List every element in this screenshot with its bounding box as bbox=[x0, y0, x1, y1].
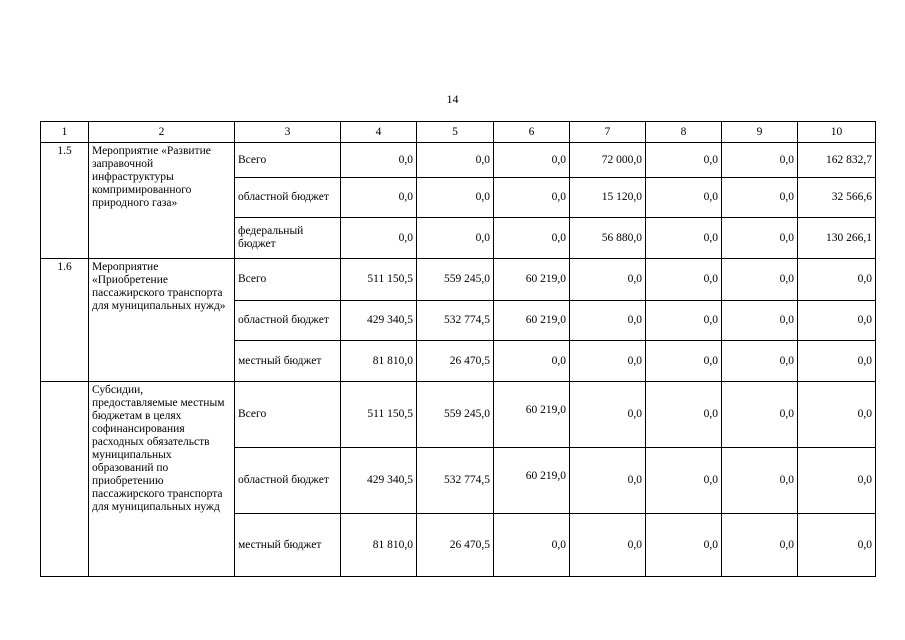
value-cell: 0,0 bbox=[341, 178, 417, 218]
value-cell: 81 810,0 bbox=[341, 341, 417, 382]
value-cell: 56 880,0 bbox=[570, 218, 646, 259]
row-name: Мероприятие «Приобретение пассажирского транспорта для муниципальных нужд» bbox=[89, 259, 235, 382]
row-name: Субсидии, предоставляемые местным бюджетам в целях софинансирования расходных обязательств муниципальных образований по приобретению пассажирского транспорта для муниципальных нужд bbox=[89, 382, 235, 577]
value-cell: 0,0 bbox=[798, 382, 876, 448]
value-cell: 0,0 bbox=[570, 341, 646, 382]
value-cell: 0,0 bbox=[722, 143, 798, 178]
value-cell: 0,0 bbox=[417, 143, 494, 178]
value-cell: 429 340,5 bbox=[341, 301, 417, 341]
header-cell: 2 bbox=[89, 122, 235, 143]
value-cell: 0,0 bbox=[646, 301, 722, 341]
value-cell: 0,0 bbox=[646, 514, 722, 577]
value-cell: 0,0 bbox=[722, 382, 798, 448]
value-cell: 0,0 bbox=[722, 301, 798, 341]
row-id: 1.6 bbox=[41, 259, 89, 382]
value-cell: 511 150,5 bbox=[341, 259, 417, 301]
value-cell: 0,0 bbox=[341, 143, 417, 178]
value-cell: 0,0 bbox=[494, 341, 570, 382]
header-cell: 3 bbox=[235, 122, 341, 143]
table-row bbox=[41, 382, 876, 448]
header-row bbox=[41, 122, 876, 143]
header-cell: 10 bbox=[798, 122, 876, 143]
value-cell: 0,0 bbox=[722, 341, 798, 382]
value-cell: 0,0 bbox=[646, 259, 722, 301]
row-name: Мероприятие «Развитие заправочной инфраструктуры компримированного природного газа» bbox=[89, 143, 235, 259]
page-number: 14 bbox=[446, 92, 459, 106]
funding-source: областной бюджет bbox=[235, 301, 341, 341]
value-cell: 0,0 bbox=[494, 143, 570, 178]
value-cell: 0,0 bbox=[570, 382, 646, 448]
value-cell: 0,0 bbox=[646, 143, 722, 178]
value-cell: 429 340,5 bbox=[341, 448, 417, 514]
value-cell: 60 219,0 bbox=[494, 301, 570, 341]
funding-source: местный бюджет bbox=[235, 341, 341, 382]
value-cell: 0,0 bbox=[646, 178, 722, 218]
value-cell: 0,0 bbox=[722, 448, 798, 514]
value-cell: 0,0 bbox=[722, 178, 798, 218]
value-cell: 0,0 bbox=[494, 178, 570, 218]
value-cell: 0,0 bbox=[798, 341, 876, 382]
value-cell: 0,0 bbox=[646, 382, 722, 448]
value-cell: 0,0 bbox=[646, 218, 722, 259]
value-cell: 0,0 bbox=[722, 514, 798, 577]
value-cell: 0,0 bbox=[798, 448, 876, 514]
value-cell: 0,0 bbox=[722, 259, 798, 301]
value-cell: 60 219,0 bbox=[494, 259, 570, 301]
header-cell: 9 bbox=[722, 122, 798, 143]
value-cell: 0,0 bbox=[798, 514, 876, 577]
value-cell: 0,0 bbox=[570, 514, 646, 577]
header-cell: 5 bbox=[417, 122, 494, 143]
value-cell: 0,0 bbox=[798, 301, 876, 341]
value-cell: 0,0 bbox=[646, 341, 722, 382]
value-cell: 26 470,5 bbox=[417, 341, 494, 382]
value-cell: 0,0 bbox=[494, 514, 570, 577]
value-cell: 60 219,0 bbox=[494, 448, 570, 514]
value-cell: 162 832,7 bbox=[798, 143, 876, 178]
value-cell: 0,0 bbox=[798, 259, 876, 301]
value-cell: 0,0 bbox=[570, 301, 646, 341]
value-cell: 0,0 bbox=[570, 259, 646, 301]
value-cell: 0,0 bbox=[722, 218, 798, 259]
value-cell: 26 470,5 bbox=[417, 514, 494, 577]
header-cell: 4 bbox=[341, 122, 417, 143]
value-cell: 0,0 bbox=[417, 218, 494, 259]
funding-source: Всего bbox=[235, 382, 341, 448]
value-cell: 559 245,0 bbox=[417, 259, 494, 301]
row-id bbox=[41, 382, 89, 577]
value-cell: 532 774,5 bbox=[417, 448, 494, 514]
header-cell: 8 bbox=[646, 122, 722, 143]
funding-source: областной бюджет bbox=[235, 178, 341, 218]
value-cell: 559 245,0 bbox=[417, 382, 494, 448]
funding-source: местный бюджет bbox=[235, 514, 341, 577]
value-cell: 0,0 bbox=[417, 178, 494, 218]
value-cell: 0,0 bbox=[341, 218, 417, 259]
header-cell: 1 bbox=[41, 122, 89, 143]
table-row bbox=[41, 259, 876, 301]
value-cell: 15 120,0 bbox=[570, 178, 646, 218]
table-row bbox=[41, 143, 876, 178]
value-cell: 511 150,5 bbox=[341, 382, 417, 448]
value-cell: 532 774,5 bbox=[417, 301, 494, 341]
funding-source: Всего bbox=[235, 259, 341, 301]
budget-table bbox=[40, 121, 876, 577]
header-cell: 7 bbox=[570, 122, 646, 143]
value-cell: 0,0 bbox=[646, 448, 722, 514]
funding-source: федеральный бюджет bbox=[235, 218, 341, 259]
funding-source: Всего bbox=[235, 143, 341, 178]
value-cell: 0,0 bbox=[494, 218, 570, 259]
value-cell: 130 266,1 bbox=[798, 218, 876, 259]
value-cell: 72 000,0 bbox=[570, 143, 646, 178]
funding-source: областной бюджет bbox=[235, 448, 341, 514]
value-cell: 0,0 bbox=[570, 448, 646, 514]
value-cell: 60 219,0 bbox=[494, 382, 570, 448]
value-cell: 81 810,0 bbox=[341, 514, 417, 577]
value-cell: 32 566,6 bbox=[798, 178, 876, 218]
row-id: 1.5 bbox=[41, 143, 89, 259]
header-cell: 6 bbox=[494, 122, 570, 143]
